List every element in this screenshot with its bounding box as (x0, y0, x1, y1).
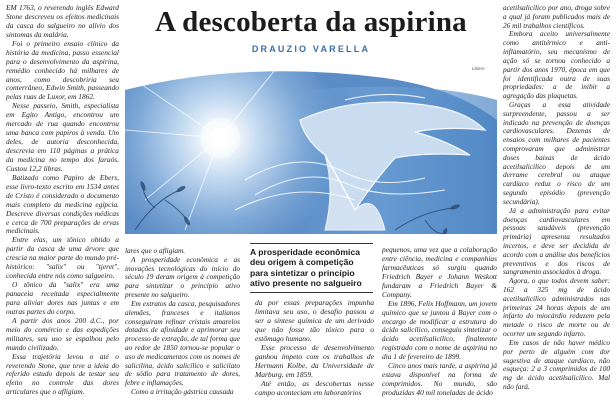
paragraph: O tônico da "salix" era uma panaceia receitada especialmente para aliviar dores nas juntas e em outras partes do corpo. (6, 280, 119, 316)
paragraph: Até então, as descobertas nesse campo aconteciam em laboratórios (255, 379, 374, 398)
paragraph: Esse processo de desenvolvimento ganhou ímpeto com os trabalhos de Hermann Kolbe, da Universidade de Marburg, em 1859. (255, 343, 374, 380)
paragraph: da por essas preparações impunha limitava seu uso, o desafio passou a ser a síntese química de um derivado que não fosse tão tóxico para o estômago humano. (255, 298, 374, 344)
paragraph: Em extratos da casca, pesquisadores alemães, franceses e italianos conseguiram refinar cristais amarelos dotados de afinidade e aprimorar seu processo de extração, de tal forma que ao redor de 1850 tornou-se popular o uso de medicamentos com os nomes de salicilina, ácido salicílico e salicilato de sódio para tratamento de dores, febre e inflamações. (125, 298, 240, 388)
paragraph: Batizado como Papiro de Ebers, esse livro-texto escrito em 1534 antes de Cristo é considerado o documento mais completo da medicina egípcia. Descreve diversas condições médicas e cerca de 700 preparações de ervas medicinais. (6, 172, 119, 236)
pull-quote-rule-top (250, 243, 373, 244)
paragraph: Foi o primeiro ensaio clínico da história da medicina, passo essencial para o desenvolvimento da aspirina, remédio conhecido há milhares de anos, como descobriria seu conterrâneo, Edwin Smith, passeando pelas ruas de Luxor, em 1862. (6, 38, 119, 102)
article-column-left (6, 4, 119, 397)
illustration-credit: Libero (472, 66, 485, 71)
article-column-mid-1 (125, 247, 240, 397)
paragraph: Como a irritação gástrica causada (131, 387, 234, 396)
pull-quote: A prosperidade econômica deu origem à competição para sintetizar o princípio ativo presente no salgueiro (250, 247, 362, 288)
paragraph: pequenos, uma vez que a colaboração entre ciência, medicina e companhias farmacêuticas só surgiu quando Friedrich Bayer e Johann Weskott fundaram a Friedrich Bayer & Company. (382, 245, 497, 299)
paragraph: Agora, o que todos devem saber: 162 a 325 mg de ácido acetilsalicílico administrados nas primeiras 24 horas depois de um infarto do miocárdio reduzem pela metade o risco de morte ou de ocorrer um segundo infarto. (503, 276, 610, 339)
article-column-right (503, 4, 610, 392)
author-byline: DRAUZIO VARELLA (251, 44, 371, 54)
article-column-mid-4 (382, 246, 497, 398)
article-illustration (125, 60, 497, 234)
paragraph: Graças a essa atividade surpreendente, passou a ser indicado na prevenção de doenças cardiovasculares. Dezenas de ensaios com milhares de pacientes comprovaram que administrar doses baixas de ácido acetilsalicílico depois de um derrame cerebral ou ataque cardíaco reduz o risco de um segundo episódio (prevenção secundária). (503, 99, 610, 206)
paragraph: Embora aceito universalmente como antitérmico e anti-inflamatório, seu mecanismo de ação só se tornou conhecido a partir dos anos 1970, época em que foi identificada outra de suas propriedades: a de inibir a agregação das plaquetas. (503, 29, 610, 101)
paragraph: Nesse passeio, Smith, especialista em Egito Antigo, encontrou um mercado de rua quando encontrou uma banca com papiros à venda. Um deles, de autoria desconhecida, descrevia em 110 páginas a prática da medicina no tempo dos faraós. Custou 12,2 libras. (6, 101, 119, 173)
paragraph: Entre elas, um tônico obtido a partir da casca de uma árvore que crescia na maior parte do mundo pré-histórico: "salix" ou "tjeret", conhecida entre nós como salgueiro. (6, 235, 119, 281)
paragraph: lares que o afligiam. (125, 246, 186, 255)
paragraph: Essa trajetória levou o até o reverendo Stone, que teve a ideia do referido estudo depois de testar seu efeito no controle das dores articulares que o afligiam. (6, 351, 119, 397)
paragraph: Cinco anos mais tarde, a aspirina já estava disponível na forma de comprimidos. No mundo, são produzidas 40 mil toneladas de ácido (382, 361, 497, 397)
pull-quote-rule-bottom (250, 292, 373, 293)
article-column-mid-3 (255, 298, 374, 398)
paragraph: Em casos de não haver médico por perto de alguém com dor sugestiva de ataque cardíaco, não esqueça: 2 a 3 comprimidos de 100 mg de ácido acetilsalicílico. Mal não fará. (503, 337, 610, 391)
paragraph: A partir dos anos 200 d.C., por meio do comércio e das expedições militares, seu uso se espalhou pelo mundo civilizado. (6, 315, 119, 352)
article-headline: A descoberta da aspirina (155, 6, 467, 38)
paragraph: EM 1763, o reverendo inglês Edward Stone descreveu os efeitos medicinais da casca do salgueiro no alívio dos sintomas da malária. (6, 3, 119, 39)
paragraph: acetilsalicílico por ano, droga sobre a qual já foram publicados mais de 26 mil trabalhos científicos. (503, 3, 610, 30)
paragraph: Já a administração para evitar doenças cardiovasculares em pessoas saudáveis (prevenção primária) apresenta resultados incertos, e deve ser decidida de acordo com a análise dos benefícios preventivos e dos riscos de sangramento associados à droga. (503, 205, 610, 277)
paragraph: Em 1896, Felix Hoffmann, um jovem químico que se juntou à Bayer com o encargo de modificar a estrutura do ácido salicílico, conseguiu sintetizar o ácido acetilsalicílico, finalmente registrado com o nome de aspirina no dia 1 de fevereiro de 1899. (382, 298, 497, 362)
paragraph: A prosperidade econômica e as inovações tecnológicas do início do século 19 deram origem à competição para sintetizar o princípio ativo presente no salgueiro. (125, 254, 240, 300)
